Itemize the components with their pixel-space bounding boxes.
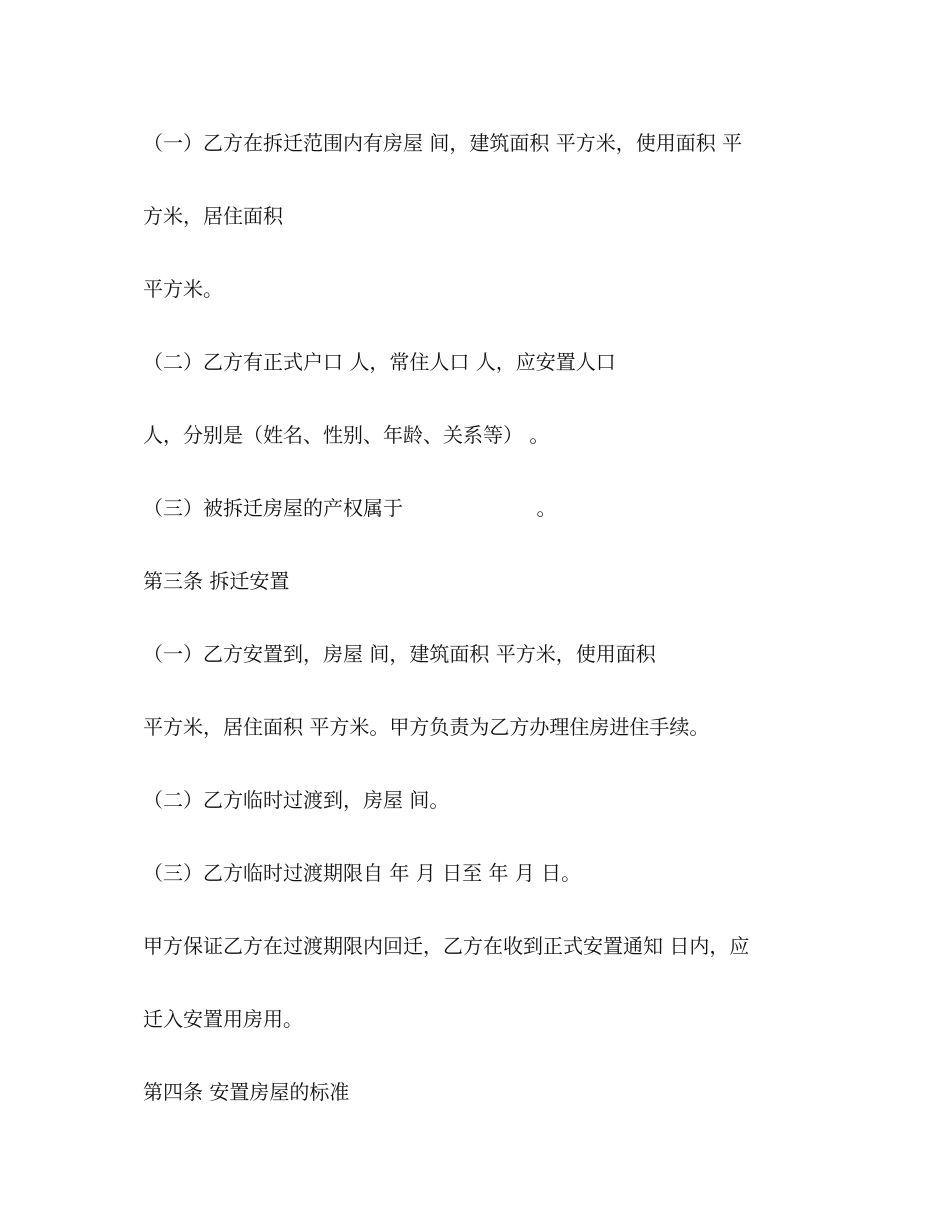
clause-3-item-2: （二）乙方临时过渡到，房屋 间。 (143, 788, 450, 812)
clause-3-guarantee-line-2: 迁入安置用房用。 (143, 1007, 303, 1031)
clause-2-item-2-line-2: 人，分别是（姓名、性别、年龄、关系等） 。 (143, 423, 550, 447)
clause-2-item-3: （三）被拆迁房屋的产权属于 。 (143, 496, 557, 520)
clause-4-heading: 第四条 安置房屋的标准 (143, 1080, 350, 1104)
clause-3-guarantee-line-1: 甲方保证乙方在过渡期限内回迁，乙方在收到正式安置通知 日内，应 (143, 934, 750, 958)
clause-2-item-1-line-2: 方米，居住面积 (143, 204, 283, 228)
clause-2-item-1-line-1: （一）乙方在拆迁范围内有房屋 间，建筑面积 平方米，使用面积 平 (143, 131, 743, 155)
clause-2-item-2-line-1: （二）乙方有正式户口 人，常住人口 人，应安置人口 (143, 350, 616, 374)
clause-3-heading: 第三条 拆迁安置 (143, 569, 290, 593)
clause-2-item-1-line-3: 平方米。 (143, 277, 223, 301)
clause-3-item-1-line-2: 平方米，居住面积 平方米。甲方负责为乙方办理住房进住手续。 (143, 715, 710, 739)
clause-3-item-3: （三）乙方临时过渡期限自 年 月 日至 年 月 日。 (143, 861, 582, 885)
clause-3-item-1-line-1: （一）乙方安置到，房屋 间，建筑面积 平方米，使用面积 (143, 642, 656, 666)
